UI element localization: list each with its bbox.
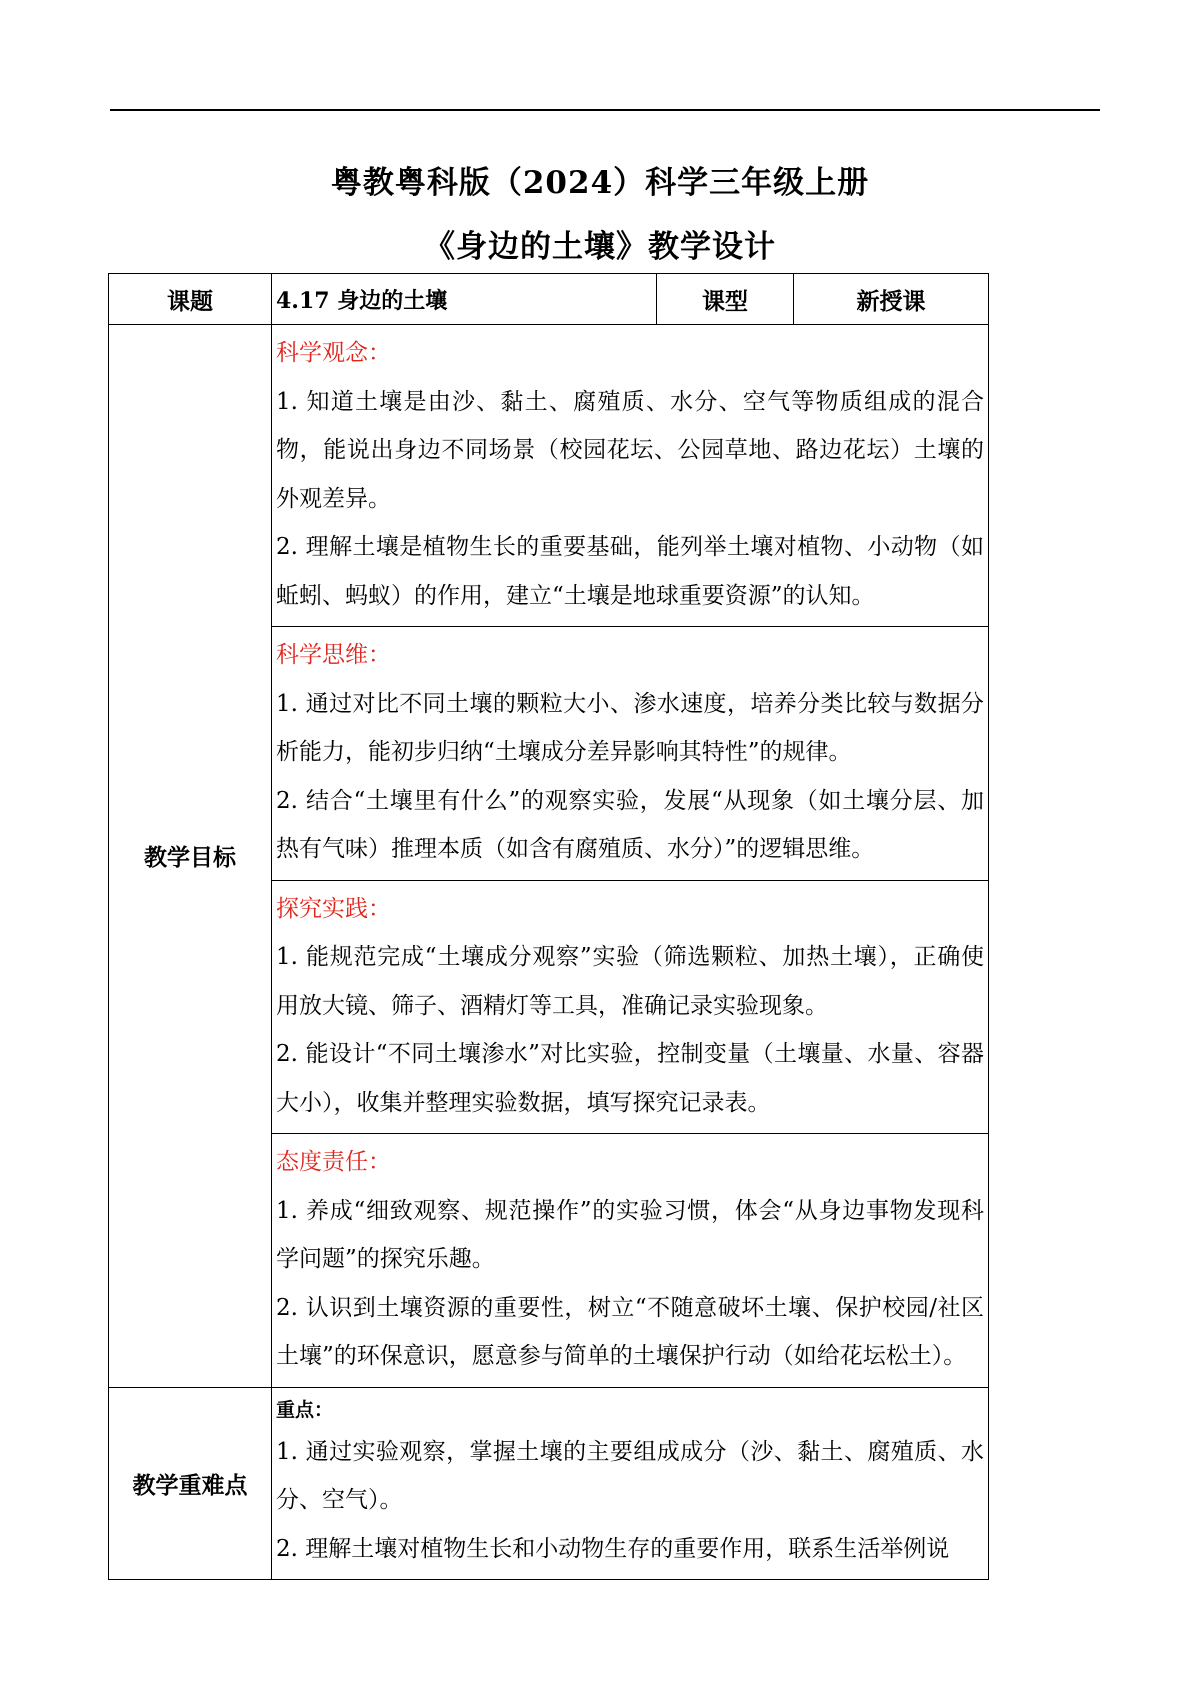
lesson-plan-table bbox=[108, 273, 989, 1580]
key-points-label: 教学重难点 bbox=[109, 1387, 272, 1580]
goal-heading: 科学观念： bbox=[276, 340, 391, 366]
topic-value: 4.17 身边的土壤 bbox=[272, 274, 657, 325]
table-row-goals-concept bbox=[109, 325, 989, 627]
goal-item: 2. 能设计“不同土壤渗水”对比实验，控制变量（土壤量、水量、容器大小），收集并整理实验数据，填写探究记录表。 bbox=[276, 1041, 984, 1116]
type-label: 课型 bbox=[657, 274, 794, 325]
goal-section-concept bbox=[272, 325, 989, 627]
table-row-topic bbox=[109, 274, 989, 325]
goal-heading: 探究实践： bbox=[276, 895, 391, 922]
key-point-item: 1. 通过实验观察，掌握土壤的主要组成成分（沙、黏土、腐殖质、水分、空气）。 bbox=[276, 1438, 984, 1513]
goal-section-practice bbox=[272, 880, 989, 1134]
goal-section-thinking bbox=[272, 627, 989, 881]
goal-section-attitude bbox=[272, 1134, 989, 1388]
goal-item: 2. 认识到土壤资源的重要性，树立“不随意破坏土壤、保护校园/社区土壤”的环保意识，愿意参与简单的土壤保护行动（如给花坛松土）。 bbox=[276, 1294, 984, 1369]
goal-item: 1. 能规范完成“土壤成分观察”实验（筛选颗粒、加热土壤），正确使用放大镜、筛子、酒精灯等工具，准确记录实验现象。 bbox=[276, 944, 984, 1019]
goal-item: 2. 理解土壤是植物生长的重要基础，能列举土壤对植物、小动物（如蚯蚓、蚂蚁）的作用，建立“土壤是地球重要资源”的认知。 bbox=[276, 534, 984, 609]
type-value: 新授课 bbox=[794, 274, 989, 325]
goal-heading: 科学思维： bbox=[276, 642, 391, 668]
goal-item: 2. 结合“土壤里有什么”的观察实验，发展“从现象（如土壤分层、加热有气味）推理本质（如含有腐殖质、水分）”的逻辑思维。 bbox=[276, 787, 984, 862]
goals-label: 教学目标 bbox=[109, 325, 272, 1388]
table-row-key-points bbox=[109, 1387, 989, 1580]
key-point-item: 2. 理解土壤对植物生长和小动物生存的重要作用，联系生活举例说 bbox=[276, 1535, 950, 1562]
document-title: 粤教粤科版（2024）科学三年级上册 bbox=[330, 165, 870, 201]
topic-label: 课题 bbox=[109, 274, 272, 325]
goal-item: 1. 知道土壤是由沙、黏土、腐殖质、水分、空气等物质组成的混合物，能说出身边不同场景（校园花坛、公园草地、路边花坛）土壤的外观差异。 bbox=[276, 388, 984, 512]
goal-heading: 态度责任： bbox=[276, 1149, 391, 1175]
goal-item: 1. 通过对比不同土壤的颗粒大小、渗水速度，培养分类比较与数据分析能力，能初步归纳“土壤成分差异影响其特性”的规律。 bbox=[276, 690, 984, 765]
key-points-content bbox=[272, 1387, 989, 1580]
document-subtitle: 《身边的土壤》教学设计 bbox=[424, 229, 776, 265]
key-points-heading: 重点： bbox=[276, 1398, 334, 1421]
goal-item: 1. 养成“细致观察、规范操作”的实验习惯，体会“从身边事物发现科学问题”的探究乐趣。 bbox=[276, 1197, 984, 1272]
header-rule bbox=[110, 109, 1100, 111]
